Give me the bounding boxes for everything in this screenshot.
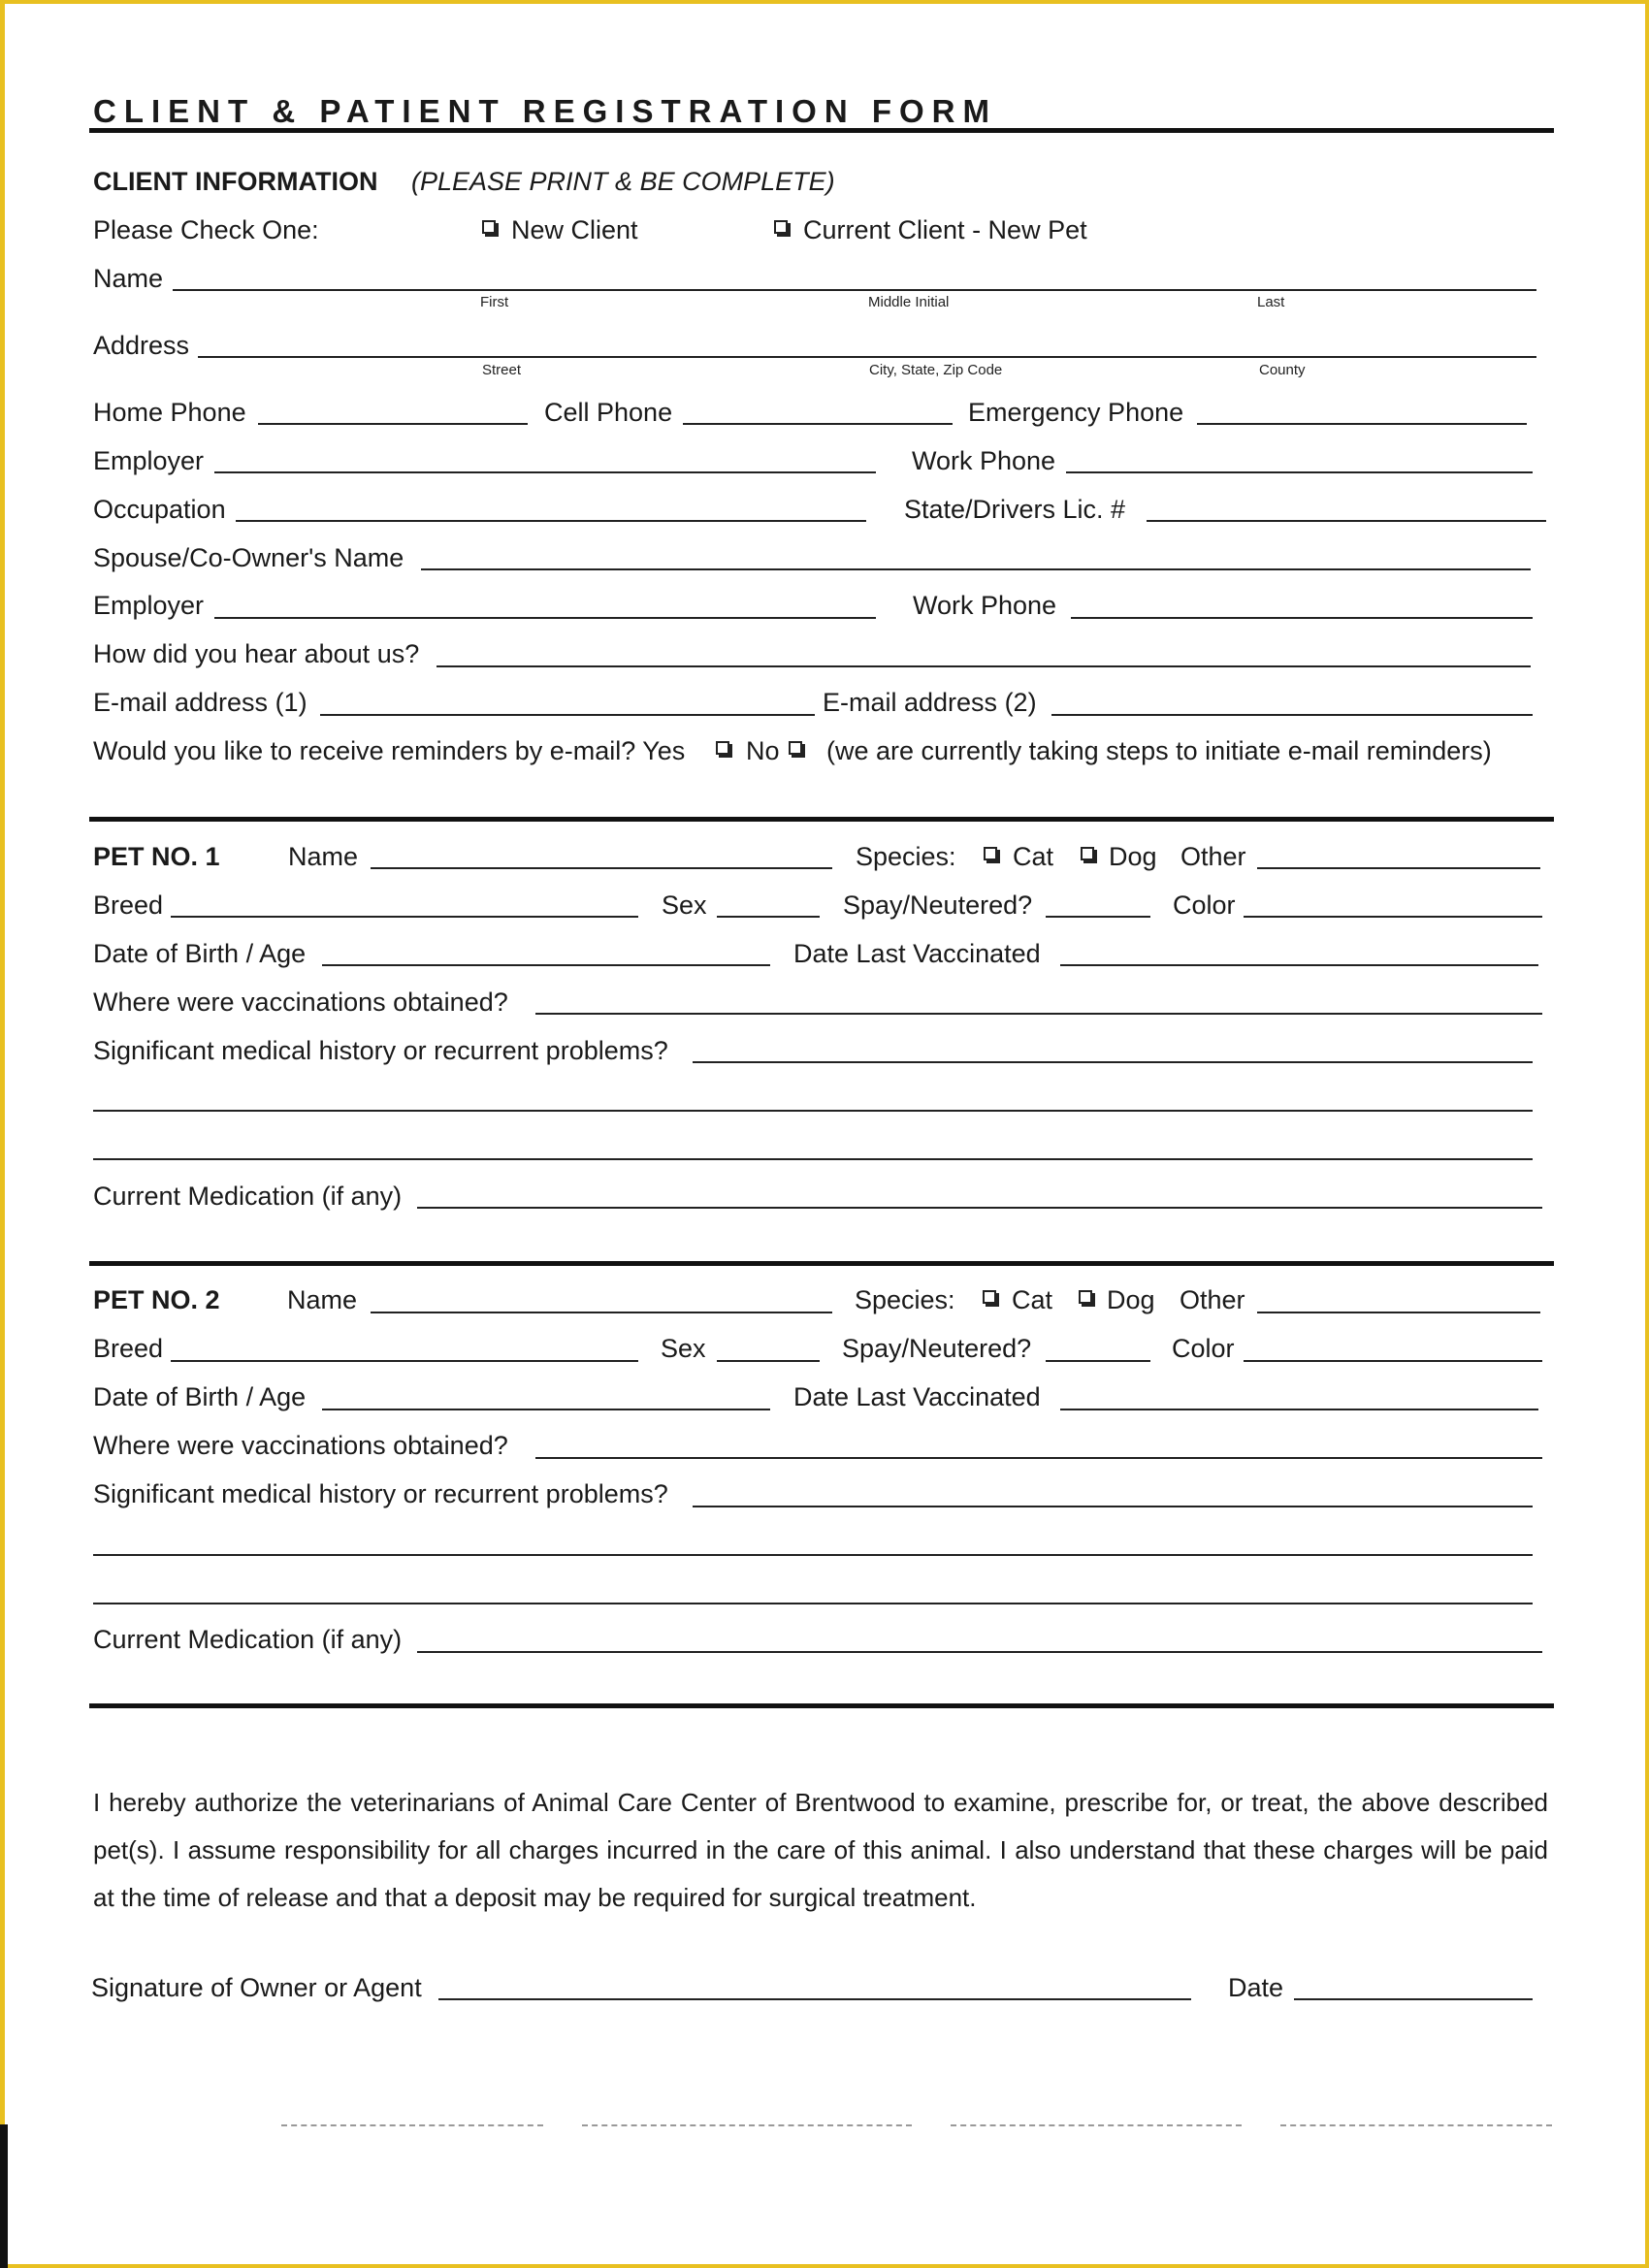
pet1-medication-label: Current Medication (if any): [93, 1182, 403, 1211]
pet1-sex-label: Sex: [662, 891, 707, 920]
work-phone2-field[interactable]: [1071, 617, 1533, 619]
home-phone-label: Home Phone: [93, 398, 246, 427]
license-label: State/Drivers Lic. #: [904, 495, 1126, 524]
pet1-spay-field[interactable]: [1046, 916, 1150, 918]
title-rule: [89, 128, 1554, 133]
pet2-name-field[interactable]: [371, 1312, 832, 1313]
pet2-spay-field[interactable]: [1046, 1360, 1150, 1362]
pet1-medication-field[interactable]: [417, 1207, 1542, 1209]
pet2-vaccinated-field[interactable]: [1060, 1409, 1538, 1410]
pet1-color-label: Color: [1173, 891, 1236, 920]
email2-label: E-mail address (2): [823, 688, 1037, 717]
check-one-label: Please Check One:: [93, 215, 319, 244]
pet2-heading: PET NO. 2: [93, 1285, 220, 1314]
email2-field[interactable]: [1051, 714, 1533, 716]
name-sub-last: Last: [1257, 294, 1285, 310]
pet1-species-label: Species:: [856, 842, 956, 871]
home-phone-field[interactable]: [258, 423, 528, 425]
current-client-checkbox[interactable]: [774, 220, 788, 234]
pet1-other-label: Other: [1180, 842, 1246, 871]
name-sub-middle: Middle Initial: [868, 294, 950, 310]
reminders-note: (we are currently taking steps to initiate e-mail reminders): [826, 736, 1492, 765]
hear-field[interactable]: [436, 665, 1531, 667]
pet2-cat-checkbox[interactable]: [983, 1290, 996, 1304]
scan-artifact-4: [1280, 2124, 1552, 2126]
pet2-dob-field[interactable]: [322, 1409, 770, 1410]
pet1-name-label: Name: [288, 842, 359, 871]
pet2-sex-label: Sex: [661, 1334, 706, 1363]
reminders-no-label: No: [746, 736, 780, 765]
pet2-vacc-where-field[interactable]: [535, 1457, 1542, 1459]
date-label: Date: [1228, 1973, 1284, 2002]
pet1-color-field[interactable]: [1244, 916, 1542, 918]
current-client-label: Current Client - New Pet: [803, 215, 1087, 244]
pet2-cat-label: Cat: [1012, 1285, 1053, 1314]
pet2-history-line3[interactable]: [93, 1603, 1533, 1604]
employer-field[interactable]: [214, 471, 876, 473]
pet2-other-label: Other: [1180, 1285, 1245, 1314]
pet2-name-label: Name: [287, 1285, 358, 1314]
pet2-history-line2[interactable]: [93, 1554, 1533, 1556]
pet1-breed-field[interactable]: [171, 916, 638, 918]
pet2-color-field[interactable]: [1244, 1360, 1542, 1362]
pet1-dog-label: Dog: [1109, 842, 1157, 871]
employer2-field[interactable]: [214, 617, 876, 619]
pet2-color-label: Color: [1172, 1334, 1235, 1363]
new-client-checkbox[interactable]: [482, 220, 496, 234]
client-heading: CLIENT INFORMATION: [93, 167, 378, 196]
date-field[interactable]: [1294, 1998, 1533, 2000]
section-rule-authorization: [89, 1703, 1554, 1708]
pet2-medication-label: Current Medication (if any): [93, 1625, 403, 1654]
pet2-dog-checkbox[interactable]: [1079, 1290, 1092, 1304]
occupation-label: Occupation: [93, 495, 226, 524]
pet1-history-label: Significant medical history or recurrent problems?: [93, 1036, 668, 1065]
scan-artifact-2: [582, 2124, 912, 2126]
pet2-dog-label: Dog: [1107, 1285, 1155, 1314]
pet2-spay-label: Spay/Neutered?: [842, 1334, 1032, 1363]
work-phone-field[interactable]: [1066, 471, 1533, 473]
reminders-yes-checkbox[interactable]: [716, 741, 729, 755]
scan-edge: [0, 2124, 8, 2268]
new-client-label: New Client: [511, 215, 638, 244]
pet1-other-field[interactable]: [1257, 867, 1540, 869]
scan-artifact-1: [281, 2124, 543, 2126]
pet1-cat-checkbox[interactable]: [984, 847, 997, 860]
address-sub-street: Street: [482, 362, 522, 378]
employer2-label: Employer: [93, 591, 205, 620]
pet2-medication-field[interactable]: [417, 1651, 1542, 1653]
occupation-field[interactable]: [236, 520, 866, 522]
pet1-vaccinated-label: Date Last Vaccinated: [793, 939, 1041, 968]
pet2-breed-field[interactable]: [171, 1360, 638, 1362]
scan-artifact-3: [951, 2124, 1242, 2126]
pet2-history-field[interactable]: [693, 1506, 1533, 1507]
pet2-vaccinated-label: Date Last Vaccinated: [793, 1382, 1041, 1411]
work-phone2-label: Work Phone: [913, 591, 1057, 620]
client-heading-note: (PLEASE PRINT & BE COMPLETE): [411, 167, 835, 196]
employer-label: Employer: [93, 446, 205, 475]
emergency-phone-field[interactable]: [1197, 423, 1527, 425]
email1-label: E-mail address (1): [93, 688, 307, 717]
name-field[interactable]: [173, 289, 1536, 291]
pet1-breed-label: Breed: [93, 891, 164, 920]
pet1-dog-checkbox[interactable]: [1081, 847, 1094, 860]
pet1-heading: PET NO. 1: [93, 842, 220, 871]
pet2-vacc-where-label: Where were vaccinations obtained?: [93, 1431, 508, 1460]
pet1-cat-label: Cat: [1013, 842, 1054, 871]
name-sub-first: First: [480, 294, 509, 310]
reminders-label: Would you like to receive reminders by e-mail? Yes: [93, 736, 686, 765]
pet2-other-field[interactable]: [1257, 1312, 1540, 1313]
signature-label: Signature of Owner or Agent: [91, 1973, 422, 2002]
pet1-dob-label: Date of Birth / Age: [93, 939, 307, 968]
pet1-name-field[interactable]: [371, 867, 832, 869]
address-field[interactable]: [198, 356, 1536, 358]
pet2-sex-field[interactable]: [717, 1360, 820, 1362]
pet1-history-field[interactable]: [693, 1061, 1533, 1063]
pet1-sex-field[interactable]: [717, 916, 820, 918]
pet1-vacc-where-field[interactable]: [535, 1013, 1542, 1015]
pet2-dob-label: Date of Birth / Age: [93, 1382, 307, 1411]
pet1-history-line3[interactable]: [93, 1158, 1533, 1160]
pet2-breed-label: Breed: [93, 1334, 164, 1363]
spouse-field[interactable]: [421, 568, 1531, 570]
pet1-vaccinated-field[interactable]: [1060, 964, 1538, 966]
emergency-phone-label: Emergency Phone: [968, 398, 1184, 427]
pet2-species-label: Species:: [855, 1285, 955, 1314]
spouse-label: Spouse/Co-Owner's Name: [93, 543, 404, 572]
pet1-vacc-where-label: Where were vaccinations obtained?: [93, 988, 508, 1017]
section-rule-pet1: [89, 817, 1554, 822]
address-sub-city: City, State, Zip Code: [869, 362, 1003, 378]
work-phone-label: Work Phone: [912, 446, 1056, 475]
pet1-dob-field[interactable]: [322, 964, 770, 966]
address-sub-county: County: [1259, 362, 1306, 378]
section-rule-pet2: [89, 1261, 1554, 1266]
authorization-text: I hereby authorize the veterinarians of Animal Care Center of Brentwood to examine, prescribe for, or treat, the above described pet(s). I assume responsibility for all charges incurred in the care of this animal. I also understand that these charges will be paid at the time of release and that a deposit may be required for surgical treatment.: [93, 1788, 1548, 1912]
reminders-no-checkbox[interactable]: [789, 741, 802, 755]
pet2-history-label: Significant medical history or recurrent problems?: [93, 1479, 668, 1508]
email1-field[interactable]: [320, 714, 815, 716]
hear-label: How did you hear about us?: [93, 639, 420, 668]
cell-phone-label: Cell Phone: [544, 398, 673, 427]
license-field[interactable]: [1147, 520, 1546, 522]
pet1-spay-label: Spay/Neutered?: [843, 891, 1033, 920]
cell-phone-field[interactable]: [683, 423, 953, 425]
signature-field[interactable]: [438, 1998, 1191, 2000]
form-title: CLIENT & PATIENT REGISTRATION FORM: [93, 93, 997, 129]
name-label: Name: [93, 264, 164, 293]
pet1-history-line2[interactable]: [93, 1110, 1533, 1112]
address-label: Address: [93, 331, 190, 360]
